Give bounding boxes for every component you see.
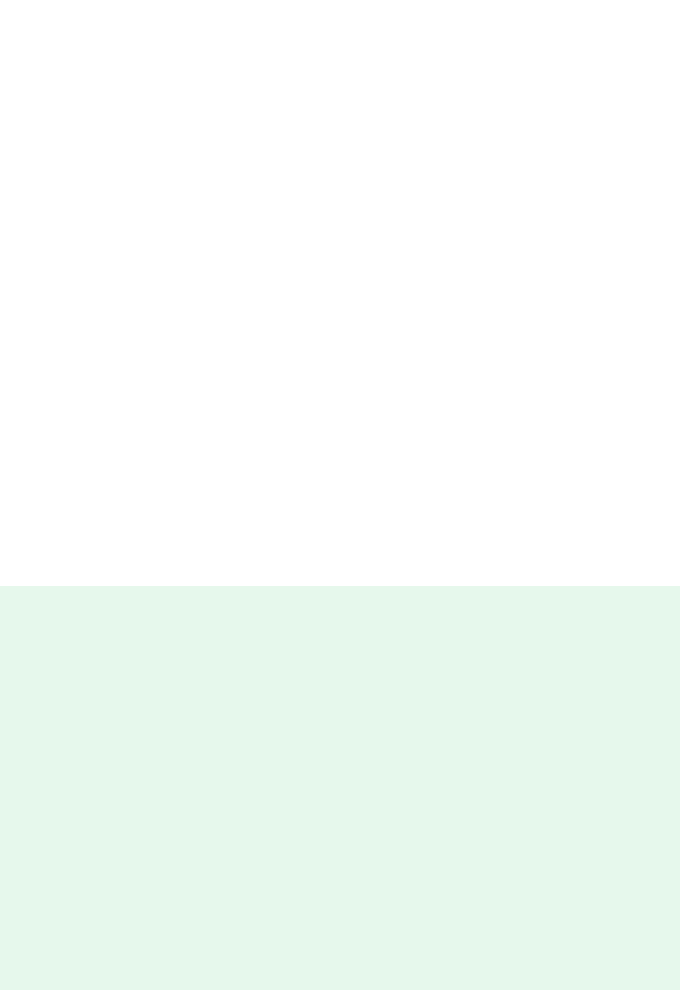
green-answer-panel	[0, 586, 680, 990]
